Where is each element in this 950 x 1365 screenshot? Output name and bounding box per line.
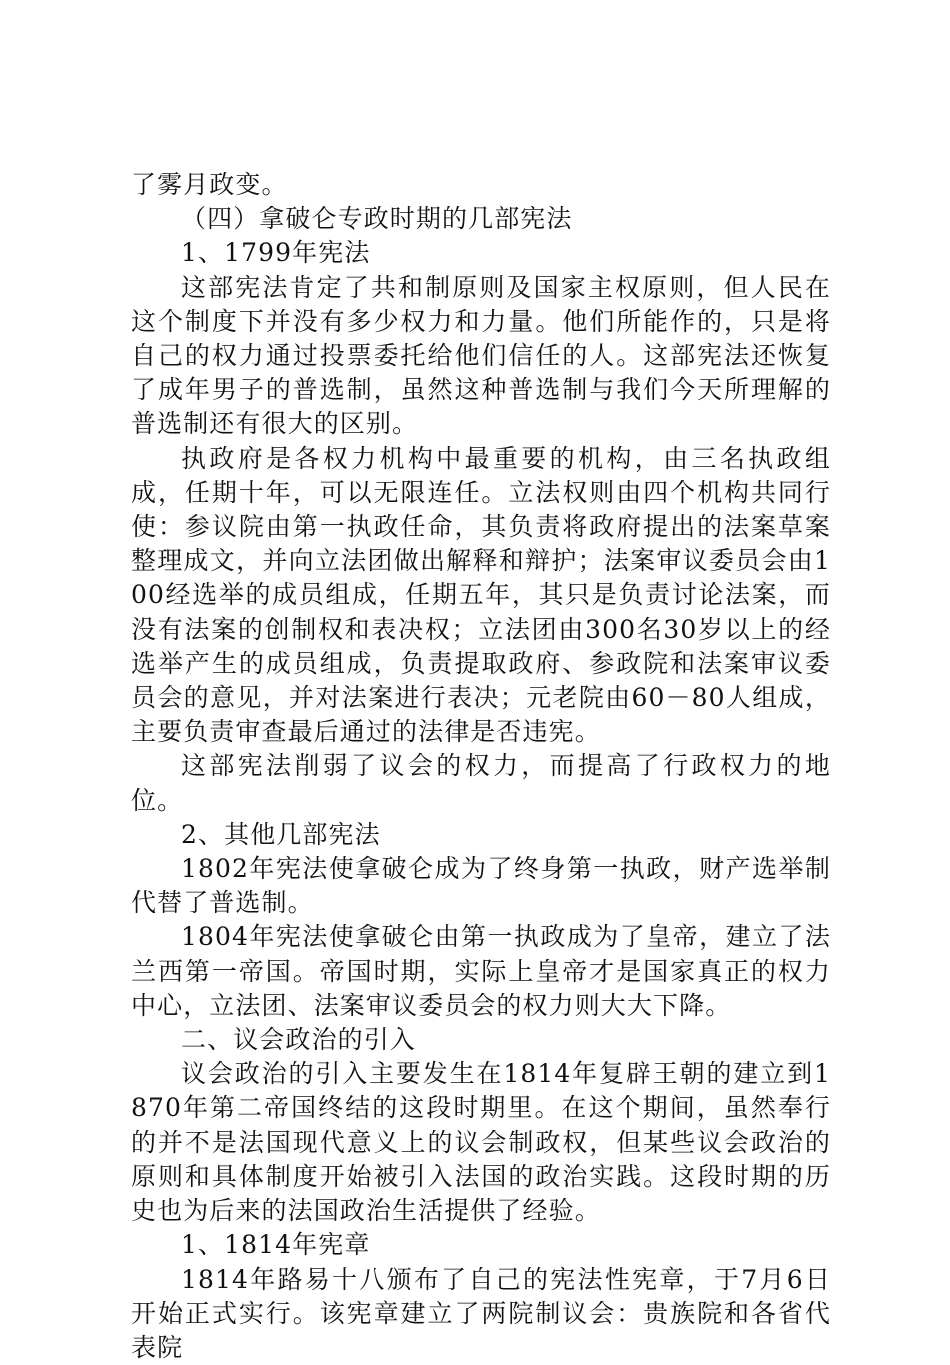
section-heading-napoleon-constitutions: （四）拿破仑专政时期的几部宪法 [131,202,831,236]
section-heading-parliamentary-politics: 二、议会政治的引入 [131,1023,831,1057]
subheading-other-constitutions: 2、其他几部宪法 [131,818,831,852]
paragraph-parliamentary-introduction: 议会政治的引入主要发生在1814年复辟王朝的建立到1870年第二帝国终结的这段时期里。在这个期间，虽然奉行的并不是法国现代意义上的议会制政权，但某些议会政治的原则和具体制度开始被引入法国的政治实践。这段时期的历史也为后来的法国政治生活提供了经验。 [131,1057,831,1228]
subheading-1814-charter: 1、1814年宪章 [131,1228,831,1262]
document-body [131,168,831,1365]
paragraph-1799-summary: 这部宪法削弱了议会的权力，而提高了行政权力的地位。 [131,749,831,817]
subheading-1799-constitution: 1、1799年宪法 [131,236,831,270]
paragraph-1799-principles: 这部宪法肯定了共和制原则及国家主权原则，但人民在这个制度下并没有多少权力和力量。他们所能作的，只是将自己的权力通过投票委托给他们信任的人。这部宪法还恢复了成年男子的普选制，虽然这种普选制与我们今天所理解的普选制还有很大的区别。 [131,271,831,442]
paragraph-consulate-structure: 执政府是各权力机构中最重要的机构，由三名执政组成，任期十年，可以无限连任。立法权则由四个机构共同行使：参议院由第一执政任命，其负责将政府提出的法案草案整理成文，并向立法团做出解释和辩护；法案审议委员会由100经选举的成员组成，任期五年，其只是负责讨论法案，而没有法案的创制权和表决权；立法团由300名30岁以上的经选举产生的成员组成，负责提取政府、参政院和法案审议委员会的意见，并对法案进行表决；元老院由60－80人组成，主要负责审查最后通过的法律是否违宪。 [131,442,831,750]
paragraph-continuation: 了雾月政变。 [131,168,831,202]
paragraph-1802-constitution: 1802年宪法使拿破仑成为了终身第一执政，财产选举制代替了普选制。 [131,852,831,920]
paragraph-1804-constitution: 1804年宪法使拿破仑由第一执政成为了皇帝，建立了法兰西第一帝国。帝国时期，实际上皇帝才是国家真正的权力中心，立法团、法案审议委员会的权力则大大下降。 [131,920,831,1023]
paragraph-1814-charter: 1814年路易十八颁布了自己的宪法性宪章，于7月6日开始正式实行。该宪章建立了两院制议会：贵族院和各省代表院 [131,1263,831,1365]
